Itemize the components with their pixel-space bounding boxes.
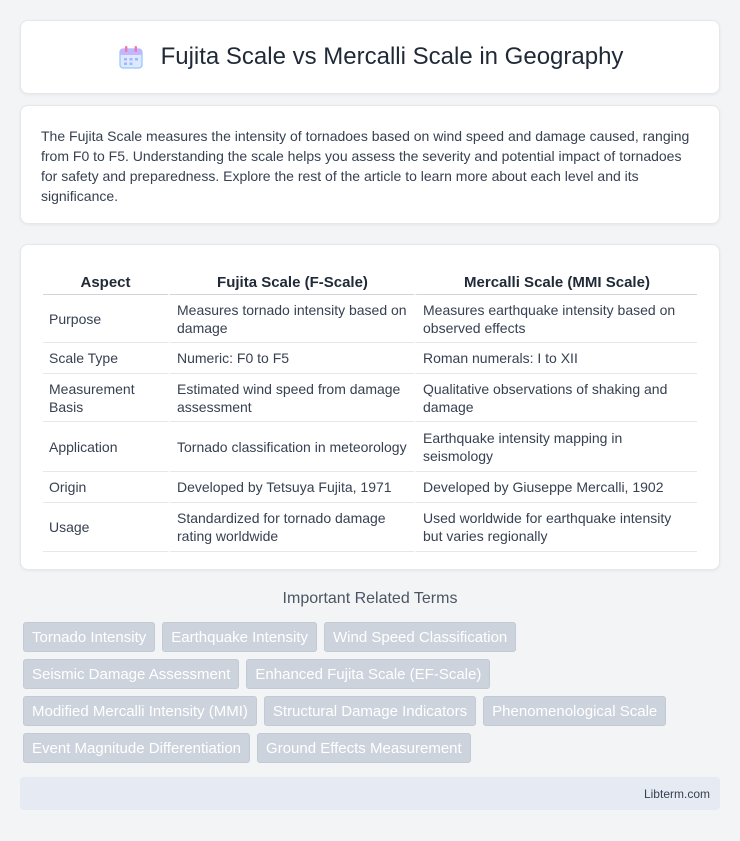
comparison-table-card bbox=[20, 244, 720, 570]
tag-phenomenological-scale[interactable]: Phenomenological Scale bbox=[483, 696, 666, 726]
table-cell: Scale Type bbox=[43, 343, 168, 374]
table-cell: Roman numerals: I to XII bbox=[414, 343, 697, 374]
tag-row bbox=[23, 622, 723, 652]
intro-card bbox=[20, 105, 720, 224]
table-cell: Measures tornado intensity based on damage bbox=[168, 295, 414, 343]
tag-event-magnitude-differentiation[interactable]: Event Magnitude Differentiation bbox=[23, 733, 250, 763]
tag-earthquake-intensity[interactable]: Earthquake Intensity bbox=[162, 622, 317, 652]
column-header-mercalli: Mercalli Scale (MMI Scale) bbox=[414, 265, 697, 295]
table-cell: Origin bbox=[43, 472, 168, 503]
footer-site-link[interactable]: Libterm.com bbox=[643, 786, 710, 801]
table-cell: Tornado classification in meteorology bbox=[168, 422, 414, 472]
table-cell: Usage bbox=[43, 503, 168, 552]
intro-text: The Fujita Scale measures the intensity of tornadoes based on wind speed and damage caused, ranging from F0 to F5. Understanding the scale helps you assess the severity and potential impact of tornadoes for safety and preparedness. Explore the rest of the article to learn more about each level and its significance. bbox=[41, 128, 690, 204]
table-cell: Developed by Tetsuya Fujita, 1971 bbox=[168, 472, 414, 503]
tag-enhanced-fujita-scale[interactable]: Enhanced Fujita Scale (EF-Scale) bbox=[246, 659, 490, 689]
tag-structural-damage-indicators[interactable]: Structural Damage Indicators bbox=[264, 696, 476, 726]
tag-seismic-damage-assessment[interactable]: Seismic Damage Assessment bbox=[23, 659, 239, 689]
tag-row bbox=[23, 659, 723, 689]
table-cell: Numeric: F0 to F5 bbox=[168, 343, 414, 374]
table-cell: Qualitative observations of shaking and damage bbox=[414, 374, 697, 422]
footer bbox=[20, 777, 720, 810]
table-cell: Earthquake intensity mapping in seismology bbox=[414, 422, 697, 472]
table-cell: Used worldwide for earthquake intensity but varies regionally bbox=[414, 503, 697, 552]
table-cell: Developed by Giuseppe Mercalli, 1902 bbox=[414, 472, 697, 503]
table-row bbox=[43, 295, 697, 343]
table-cell: Purpose bbox=[43, 295, 168, 343]
tag-row bbox=[23, 733, 723, 763]
table-cell: Measurement Basis bbox=[43, 374, 168, 422]
table-row bbox=[43, 343, 697, 374]
table-row bbox=[43, 503, 697, 552]
table-row bbox=[43, 374, 697, 422]
title-wrap bbox=[117, 43, 624, 71]
related-terms-title: Important Related Terms bbox=[282, 590, 458, 607]
tag-tornado-intensity[interactable]: Tornado Intensity bbox=[23, 622, 155, 652]
related-terms-tags bbox=[23, 622, 723, 770]
tag-row bbox=[23, 696, 723, 726]
table-row bbox=[43, 472, 697, 503]
tag-wind-speed-classification[interactable]: Wind Speed Classification bbox=[324, 622, 516, 652]
table-cell: Application bbox=[43, 422, 168, 472]
tag-ground-effects-measurement[interactable]: Ground Effects Measurement bbox=[257, 733, 471, 763]
calendar-icon bbox=[117, 43, 145, 71]
page-title: Fujita Scale vs Mercalli Scale in Geography bbox=[160, 43, 624, 70]
table-cell: Standardized for tornado damage rating worldwide bbox=[168, 503, 414, 552]
tag-modified-mercalli-intensity[interactable]: Modified Mercalli Intensity (MMI) bbox=[23, 696, 257, 726]
table-header-row bbox=[43, 265, 697, 295]
comparison-table bbox=[43, 265, 697, 552]
table-cell: Measures earthquake intensity based on observed effects bbox=[414, 295, 697, 343]
column-header-aspect: Aspect bbox=[43, 265, 168, 295]
table-row bbox=[43, 422, 697, 472]
header-card bbox=[20, 20, 720, 94]
table-cell: Estimated wind speed from damage assessment bbox=[168, 374, 414, 422]
column-header-fujita: Fujita Scale (F-Scale) bbox=[168, 265, 414, 295]
